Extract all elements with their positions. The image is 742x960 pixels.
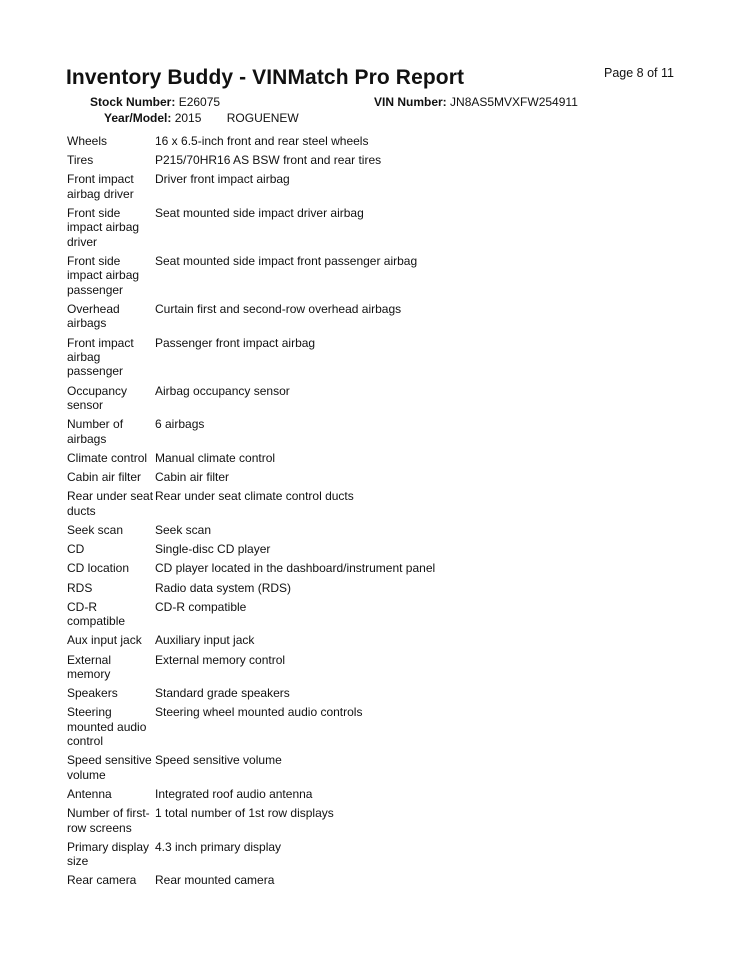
spec-name: External memory	[67, 652, 112, 681]
spec-value: 16 x 6.5-inch front and rear steel wheels	[155, 134, 369, 148]
table-row	[67, 840, 717, 869]
table-row	[67, 302, 717, 331]
spec-value: CD player located in the dashboard/instrument panel	[155, 561, 436, 576]
table-row	[67, 653, 717, 682]
spec-value: Manual climate control	[155, 450, 276, 465]
spec-value: Passenger front impact airbag	[155, 335, 316, 350]
spec-name: Steering mounted audio control	[67, 705, 147, 749]
spec-value: Standard grade speakers	[155, 686, 290, 701]
page-number: Page 8 of 11	[604, 66, 674, 80]
spec-name: Climate control	[67, 450, 148, 465]
spec-name: Front impact airbag passenger	[67, 335, 134, 379]
spec-value: Radio data system (RDS)	[155, 580, 292, 595]
table-row	[67, 600, 717, 629]
spec-value: Airbag occupancy sensor	[155, 383, 290, 398]
table-row	[67, 633, 717, 647]
stock-number-value: E26075	[178, 95, 221, 109]
table-row	[67, 153, 717, 167]
spec-name: Antenna	[67, 786, 112, 801]
table-row	[67, 561, 717, 575]
spec-name: Cabin air filter	[67, 470, 142, 485]
spec-name: Number of first-row screens	[67, 806, 150, 835]
year-value: 2015	[174, 111, 202, 125]
vin-label: VIN Number:	[374, 95, 447, 109]
spec-name: Tires	[67, 153, 94, 168]
spec-name: CD	[67, 542, 85, 557]
table-row	[67, 336, 717, 379]
spec-name: CD-R compatible	[67, 599, 126, 629]
table-row	[67, 787, 717, 801]
table-row	[67, 523, 717, 537]
spec-name: Wheels	[67, 134, 108, 148]
spec-value: Auxiliary input jack	[155, 633, 255, 648]
spec-name: RDS	[67, 580, 93, 595]
year-model-label: Year/Model:	[104, 111, 172, 125]
spec-name: Primary display size	[67, 839, 150, 869]
spec-value: Driver front impact airbag	[155, 172, 290, 187]
spec-value: Seat mounted side impact front passenger airbag	[155, 254, 418, 269]
table-row	[67, 134, 717, 148]
table-row	[67, 417, 717, 446]
table-row	[67, 873, 717, 887]
spec-value: Seek scan	[155, 522, 212, 537]
spec-name: Aux input jack	[67, 633, 142, 648]
table-row	[67, 172, 717, 201]
spec-value: Rear under seat climate control ducts	[155, 489, 354, 504]
table-row	[67, 705, 717, 748]
table-row	[67, 254, 717, 297]
spec-value: Rear mounted camera	[155, 873, 275, 888]
stock-number-label: Stock Number:	[90, 95, 176, 109]
spec-value: External memory control	[155, 652, 286, 667]
spec-name: Speakers	[67, 686, 118, 701]
spec-value: Integrated roof audio antenna	[155, 786, 313, 801]
spec-value: 4.3 inch primary display	[155, 839, 282, 854]
spec-name: Number of airbags	[67, 417, 124, 446]
spec-value: P215/70HR16 AS BSW front and rear tires	[155, 153, 382, 168]
table-row	[67, 206, 717, 249]
spec-name: CD location	[67, 561, 130, 576]
table-row	[67, 470, 717, 484]
model-value: ROGUENEW	[226, 111, 299, 125]
spec-table	[67, 134, 717, 893]
table-row	[67, 542, 717, 556]
spec-name: Rear under seat ducts	[67, 489, 154, 518]
table-row	[67, 753, 717, 782]
spec-value: Speed sensitive volume	[155, 753, 282, 768]
spec-name: Occupancy sensor	[67, 383, 128, 413]
spec-value: Cabin air filter	[155, 470, 230, 485]
spec-name: Seek scan	[67, 522, 124, 537]
spec-value: Steering wheel mounted audio controls	[155, 705, 363, 720]
spec-name: Front side impact airbag passenger	[67, 254, 140, 297]
table-row	[67, 489, 717, 518]
vin-value: JN8AS5MVXFW254911	[450, 95, 578, 109]
stock-number	[90, 95, 220, 109]
vin-number	[374, 95, 578, 109]
spec-value: Curtain first and second-row overhead airbags	[155, 302, 402, 317]
spec-value: 6 airbags	[155, 417, 205, 432]
table-row	[67, 451, 717, 465]
table-row	[67, 384, 717, 413]
year-model	[104, 111, 299, 125]
spec-name: Front impact airbag driver	[67, 172, 134, 201]
spec-name: Overhead airbags	[67, 302, 120, 331]
table-row	[67, 806, 717, 835]
table-row	[67, 581, 717, 595]
table-row	[67, 686, 717, 700]
spec-name: Rear camera	[67, 873, 137, 888]
spec-value: Single-disc CD player	[155, 542, 271, 557]
spec-value: CD-R compatible	[155, 599, 247, 614]
spec-name: Front side impact airbag driver	[67, 206, 140, 249]
report-title: Inventory Buddy - VINMatch Pro Report	[66, 66, 465, 89]
spec-value: 1 total number of 1st row displays	[155, 806, 334, 821]
spec-value: Seat mounted side impact driver airbag	[155, 206, 364, 221]
spec-name: Speed sensitive volume	[67, 753, 152, 782]
